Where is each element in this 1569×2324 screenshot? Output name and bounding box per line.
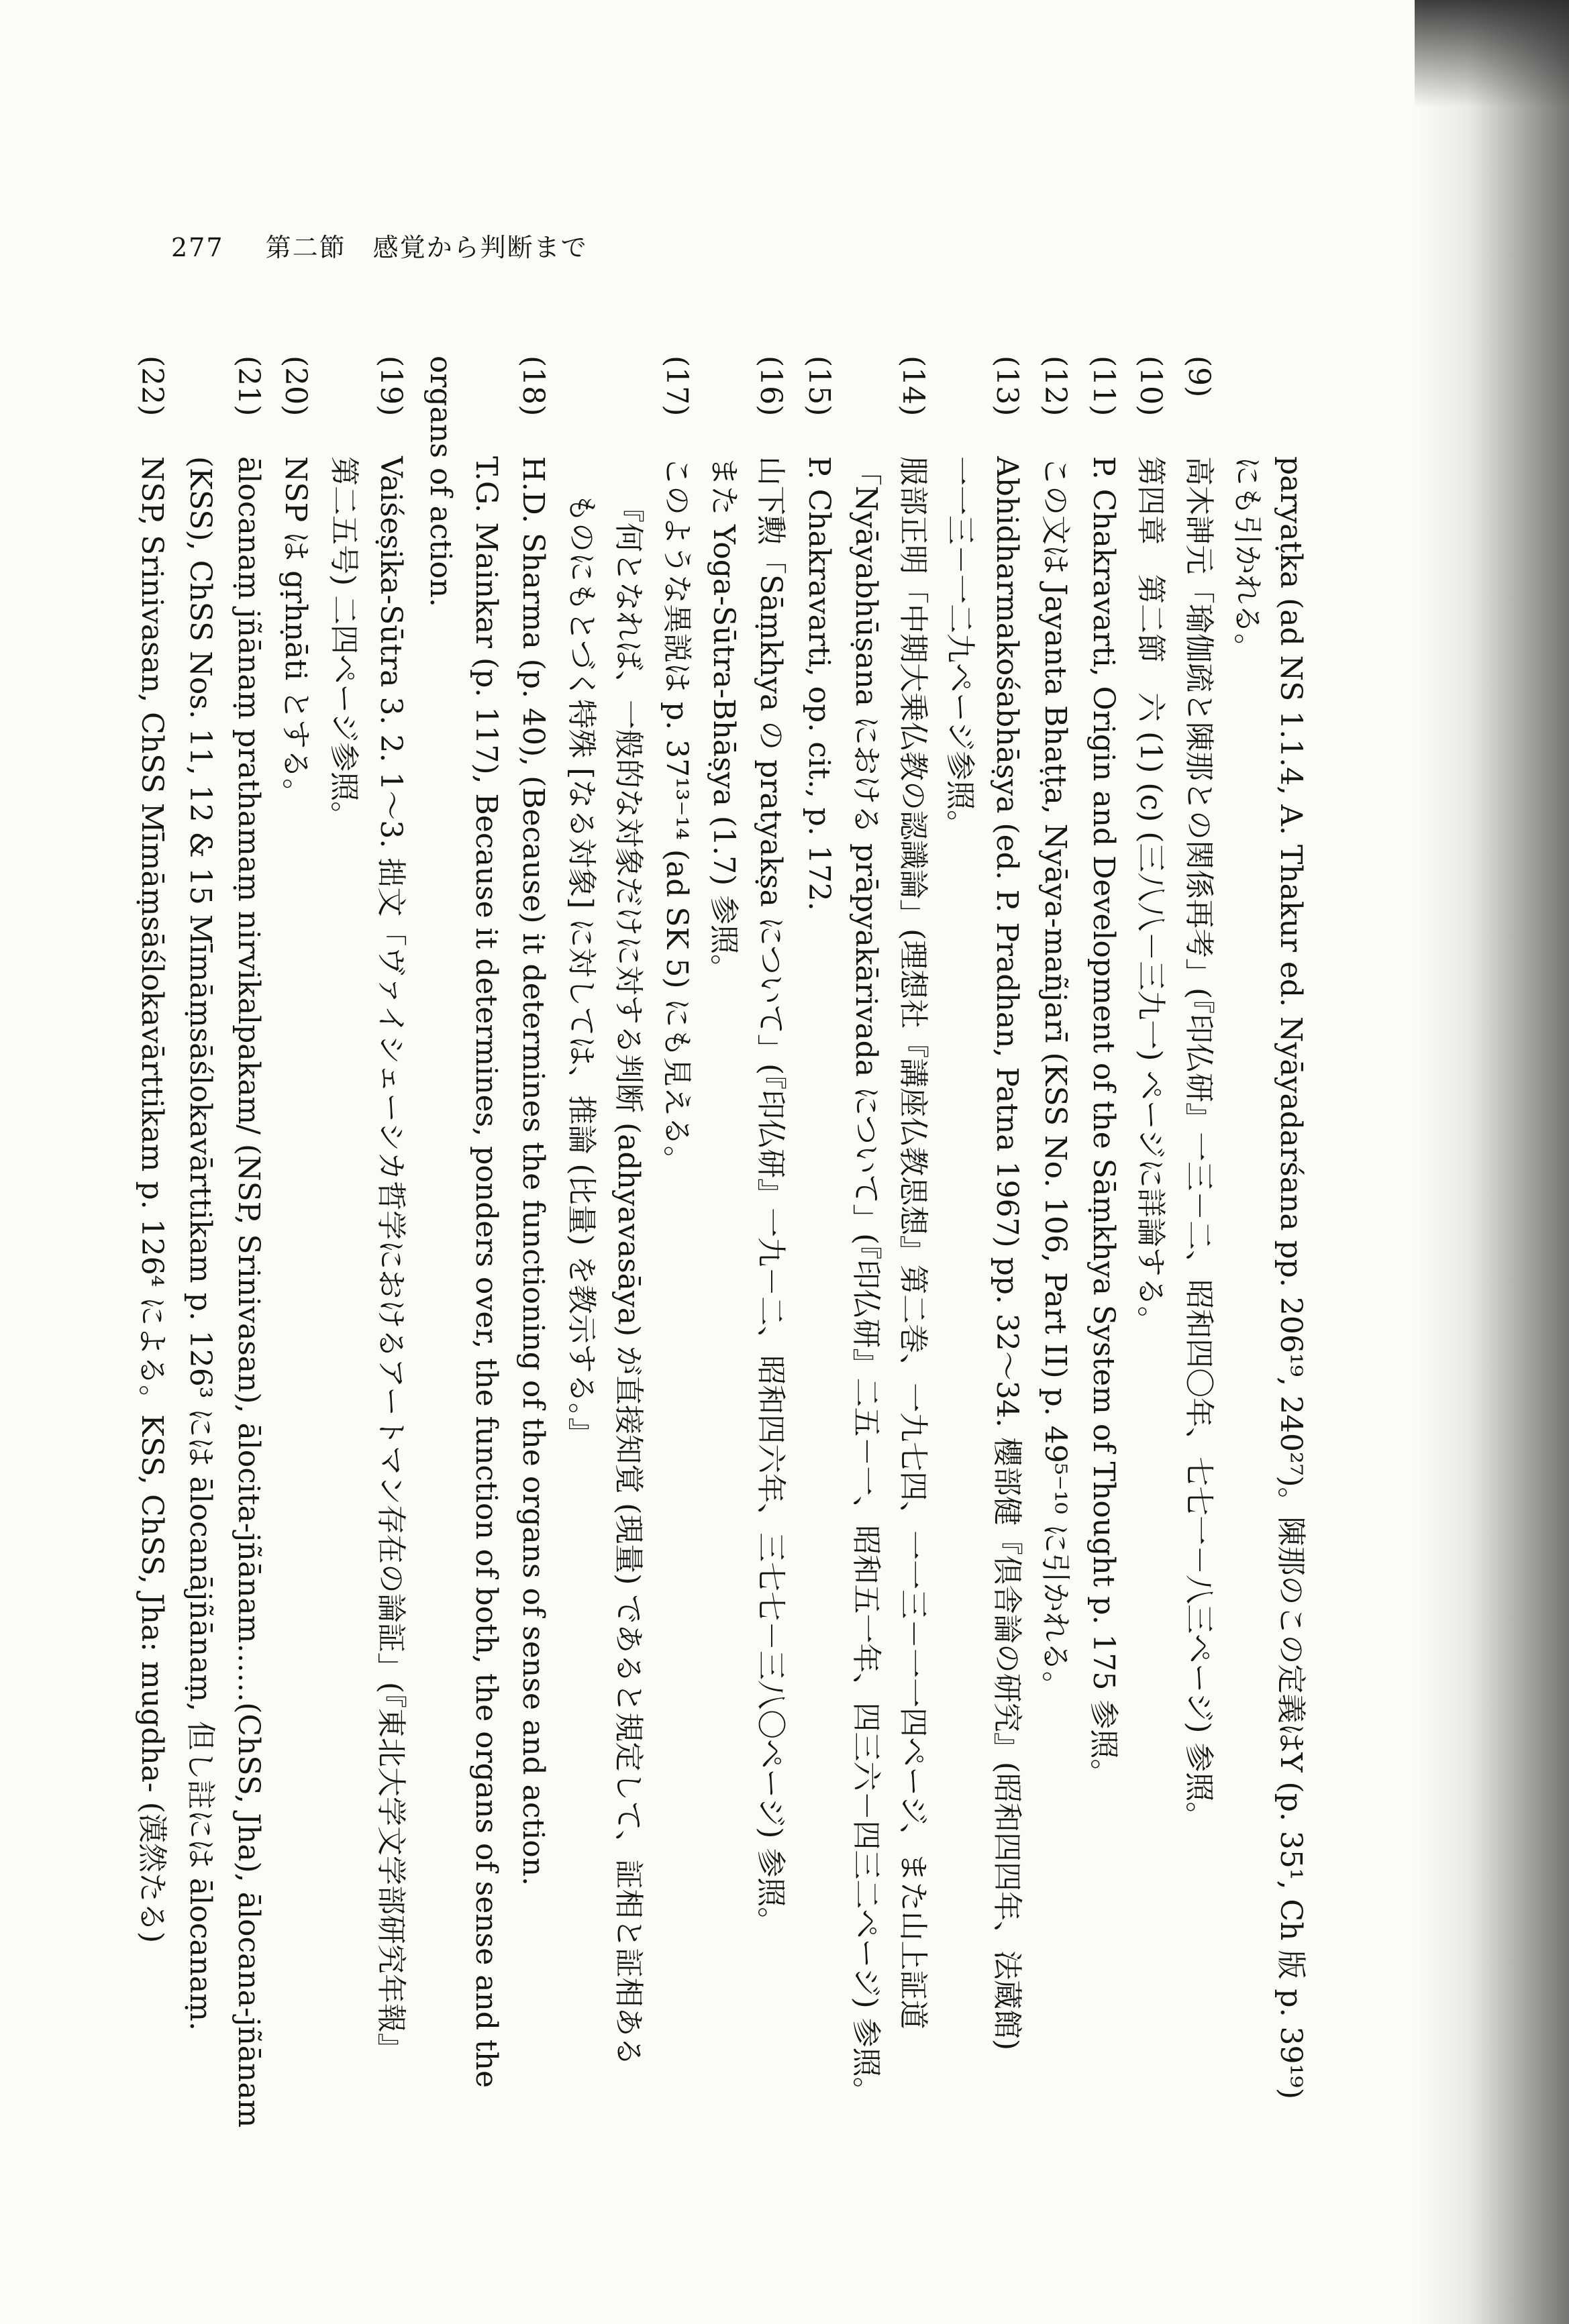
note-15: (15)P. Chakravarti, op. cit., p. 172. <box>802 356 836 911</box>
note-16: (16)山下勲「Sāṃkhya の pratyakṣa について」(『印仏研』一九－二、昭和四六年、三七七－三八〇ページ) 参照。 <box>754 356 788 1937</box>
note-21: (21)ālocanaṃ jñānaṃ prathamaṃ nirvikalpakam/ (NSP, Srinivasan), ālocita-jñānam……(ChSS, Jha), ālocana-jñānam <box>232 356 266 2128</box>
quote-line: ものにもとづく特殊 [なる対象] に対しては、推論 (比量) を教示する。』 <box>564 493 599 1447</box>
note-line: (KSS), ChSS Nos. 11, 12 & 15 Mīmāṃsāślokavārttikam p. 126³ には ālocanājñānaṃ, 但し註には ālocanaṃ. <box>183 456 217 2031</box>
note-line: paryaṭka (ad NS 1.1.4, A. Thakur ed. Nyāyadarśana pp. 206¹⁹, 240²⁷)。陳那のこの定義はY (p. 35¹, Ch 版 p. 39¹⁹) <box>1274 456 1308 2099</box>
note-11: (11)P. Chakravarti, Origin and Development of the Sāṃkhya System of Thought p. 175 参照。 <box>1086 356 1121 1789</box>
note-12: (12)この文は Jayanta Bhaṭṭa, Nyāya-mañjarī (KSS No. 106, Part II) p. 49⁵⁻¹⁰ に引かれる。 <box>1038 356 1072 1701</box>
note-line: T.G. Mainkar (p. 117), Because it determines, ponders over, the function of both, the organs of sense and the <box>469 456 503 2089</box>
scan-corner-shadow <box>1415 0 1569 107</box>
note-9: (9)高木訷元「瑜伽疏と陳那との関係再考」(『印仏研』一三－二、昭和四〇年、七七一－八三ページ) 参照。 <box>1182 356 1216 1832</box>
note-17: (17)このような異説は p. 37¹³⁻¹⁴ (ad SK 5) にも見える。 <box>660 356 694 1175</box>
page-number: 277 <box>171 233 224 262</box>
note-line: 一一三－一二九ページ参照。 <box>943 456 977 840</box>
note-line: にも引かれる。 <box>1230 456 1264 663</box>
note-10: (10)第四章 第二節 六 (1) (c) (三八八－三九一) ページに詳論する。 <box>1133 356 1168 1336</box>
note-line: 「Nyāyabhūṣana における prāpyakārivada について」(『印仏研』二五－一、昭和五一年、四三六－四三二ページ) 参照。 <box>849 456 883 2107</box>
section-title: 第二節 感覚から判断まで <box>265 233 588 262</box>
note-line: organs of action. <box>423 356 458 608</box>
quote-line: 『何となれば、一般的な対象だけに対する判断 (adhyavasāya) が直接知覚 (現量) であると規定して、証相と証相ある <box>611 493 646 2066</box>
note-20: (20)NSP は gṛhṇāti とする。 <box>279 356 313 808</box>
note-13: (13)Abhidharmakośabhāṣya (ed. P. Pradhan, Patna 1967) pp. 32～34. 櫻部健『倶舎論の研究』(昭和四四年、法蔵館) <box>990 356 1024 2051</box>
note-19: (19)Vaiśeṣika-Sūtra 3. 2. 1～3. 拙文「ヴァイシェーシカ哲学におけるアートマン存在の論証」(『東北大学文学部研究年報』 <box>374 356 408 2063</box>
running-header <box>171 227 588 264</box>
binding-shadow <box>1415 0 1569 2324</box>
note-line: 第二五号) 二四ページ参照。 <box>327 456 361 831</box>
note-14: (14)服部正明「中期大乗仏教の認識論」(理想社『講座仏教思想』第二巻、一九七四、一一三－一一四ページ、また山上証道 <box>896 356 930 2029</box>
note-line: また Yoga-Sūtra-Bhāṣya (1.7) 参照。 <box>707 456 741 984</box>
note-18: (18)H.D. Sharma (p. 40), (Because) it determines the functioning of the organs of sense and action. <box>516 356 550 1887</box>
note-22: (22)NSP, Srinivasan, ChSS Mīmāṃsāślokavārttikam p. 126⁴ による。KSS, ChSS, Jha: mugdha- (漠然たる) <box>135 356 169 1944</box>
